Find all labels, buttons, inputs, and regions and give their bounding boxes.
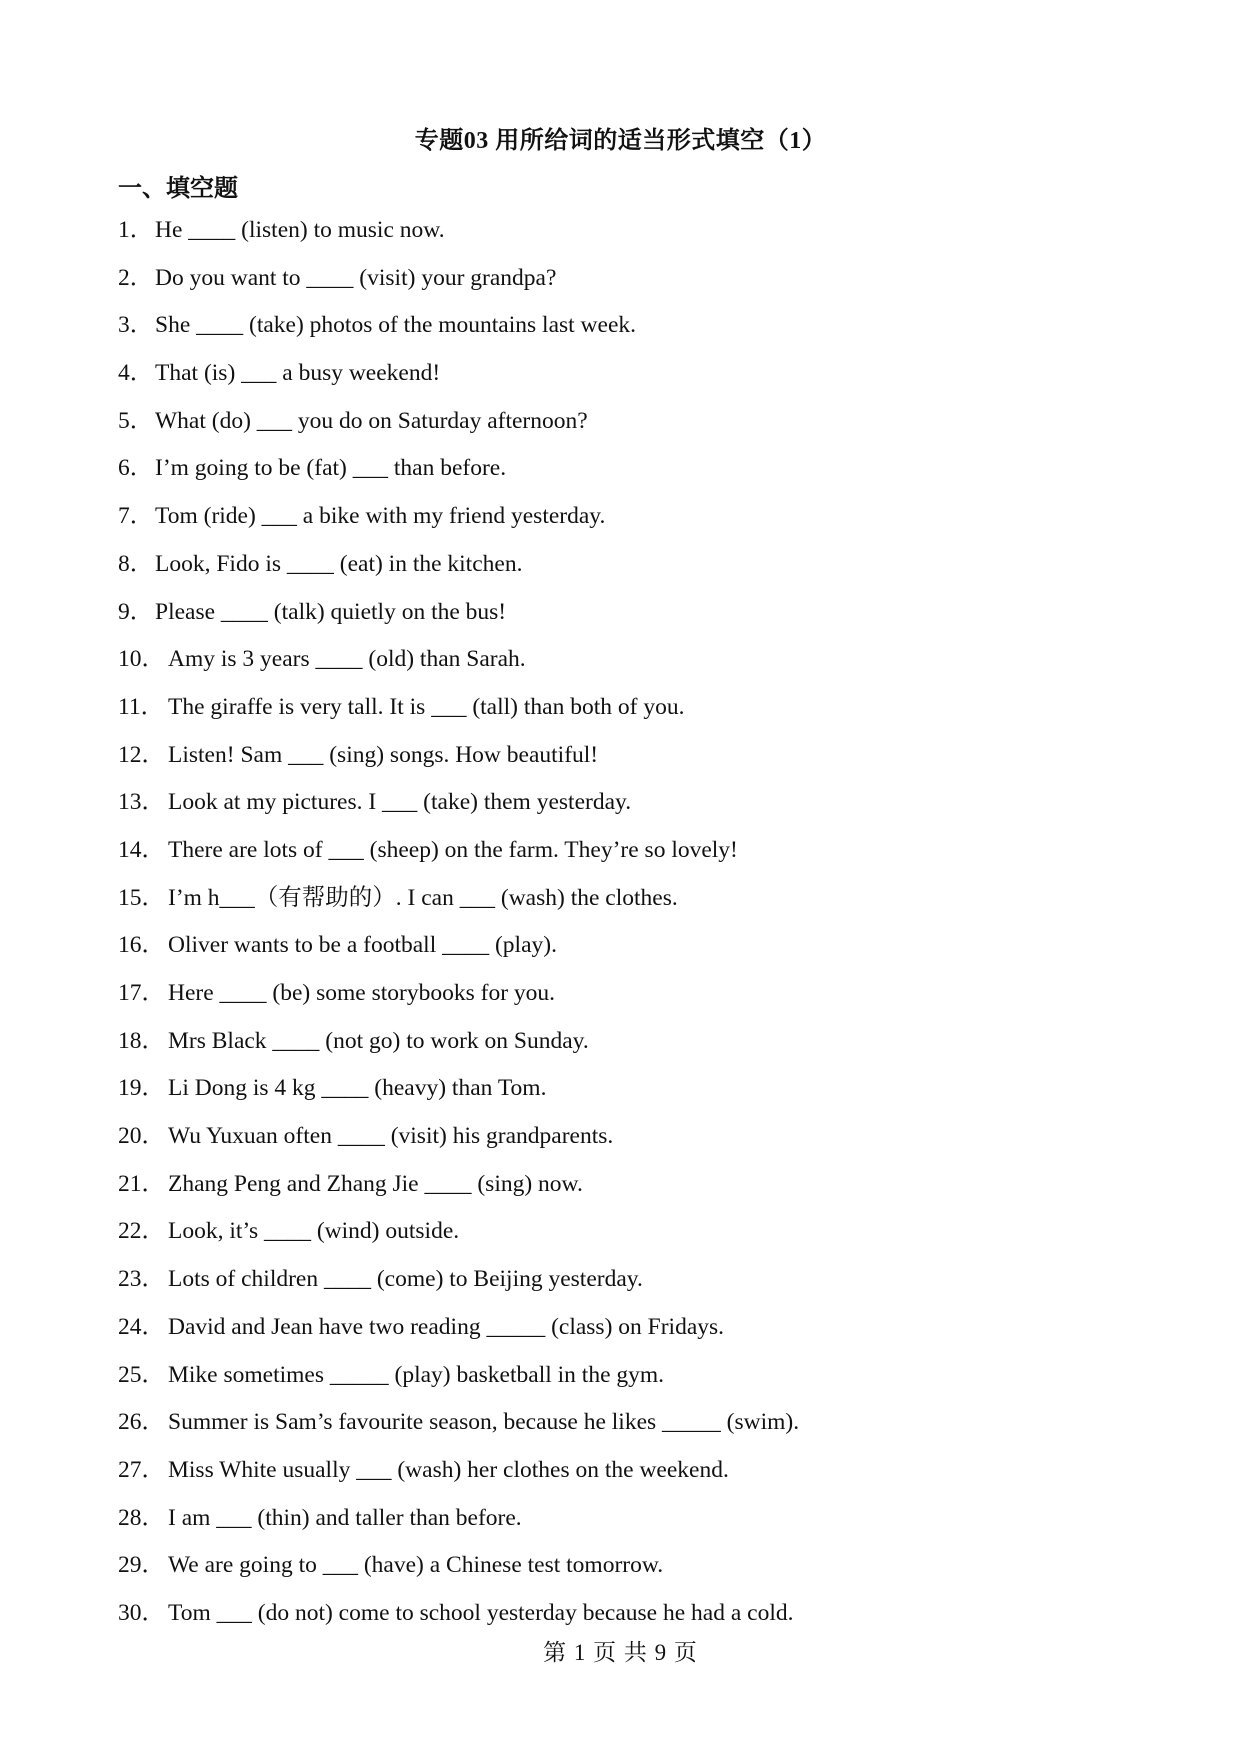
question-text: Please ____ (talk) quietly on the bus! [155,598,507,625]
question-text: Amy is 3 years ____ (old) than Sarah. [168,646,526,673]
document-title: 专题03 用所给词的适当形式填空（1） [414,128,827,154]
question-item [118,356,1118,404]
question-item [118,261,1118,309]
question-item [118,308,1118,356]
question-number: 4． [118,360,154,387]
question-item [118,1119,1118,1167]
question-text: Listen! Sam ___ (sing) songs. How beautiful! [168,741,599,768]
section-heading: 一、填空题 [118,176,238,202]
question-item [118,1214,1118,1262]
question-number: 19． [118,1075,165,1102]
question-text: She ____ (take) photos of the mountains last week. [155,312,637,339]
question-number: 1． [118,217,154,243]
question-text: Miss White usually ___ (wash) her clothes on the weekend. [168,1456,729,1483]
question-number: 12． [118,741,165,768]
question-item [118,1310,1118,1358]
question-text: Look at my pictures. I ___ (take) them yesterday. [168,789,632,816]
question-text: Oliver wants to be a football ____ (play). [168,932,557,959]
question-item [118,1405,1118,1453]
question-number: 13． [118,789,165,816]
question-item [118,1453,1118,1501]
question-text: David and Jean have two reading _____ (class) on Fridays. [168,1313,725,1340]
question-text: Mike sometimes _____ (play) basketball in the gym. [168,1361,665,1388]
question-number: 17． [118,980,165,1006]
question-number: 15． [118,884,165,911]
question-number: 24． [118,1313,165,1340]
question-number: 23． [118,1266,165,1293]
question-item [118,451,1118,499]
question-text: We are going to ___ (have) a Chinese test tomorrow. [168,1552,664,1579]
question-item [118,404,1118,452]
question-number: 29． [118,1552,165,1579]
question-text: The giraffe is very tall. It is ___ (tall) than both of you. [168,693,685,720]
question-number: 11． [118,693,165,720]
question-item [118,738,1118,786]
question-item [118,785,1118,833]
question-number: 3． [118,312,154,339]
question-text: Summer is Sam’s favourite season, because he likes _____ (swim). [168,1409,800,1436]
question-text: I’m h___（有帮助的）. I can ___ (wash) the clothes. [168,884,678,911]
question-item [118,1071,1118,1119]
question-text: I am ___ (thin) and taller than before. [168,1504,522,1531]
question-number: 21． [118,1170,165,1197]
question-text: I’m going to be (fat) ___ than before. [155,455,507,482]
question-text: Wu Yuxuan often ____ (visit) his grandparents. [168,1123,614,1150]
question-number: 25． [118,1361,165,1388]
question-number: 10． [118,646,165,673]
question-number: 16． [118,932,165,959]
question-text: Tom ___ (do not) come to school yesterday because he had a cold. [168,1599,794,1626]
question-text: He ____ (listen) to music now. [155,217,445,243]
question-item [118,1262,1118,1310]
page-footer: 第 1 页 共 9 页 [543,1640,698,1665]
question-text: That (is) ___ a busy weekend! [155,360,441,387]
question-text: What (do) ___ you do on Saturday afternoon? [155,407,588,434]
question-number: 22． [118,1218,165,1245]
question-item [118,1167,1118,1215]
question-number: 27． [118,1456,165,1483]
question-item [118,1548,1118,1596]
question-item [118,881,1118,929]
question-item [118,833,1118,881]
question-number: 18． [118,1027,165,1054]
question-text: Lots of children ____ (come) to Beijing yesterday. [168,1266,643,1293]
question-item [118,928,1118,976]
question-number: 28． [118,1504,165,1531]
question-number: 8． [118,550,154,577]
question-item [118,976,1118,1024]
question-text: Here ____ (be) some storybooks for you. [168,980,556,1006]
question-list [118,213,1118,1644]
question-number: 2． [118,264,154,291]
question-text: Look, it’s ____ (wind) outside. [168,1218,460,1245]
question-text: There are lots of ___ (sheep) on the farm. They’re so lovely! [168,836,738,863]
question-item [118,595,1118,643]
question-text: Li Dong is 4 kg ____ (heavy) than Tom. [168,1075,547,1102]
question-item [118,499,1118,547]
question-item [118,642,1118,690]
question-number: 14． [118,836,165,863]
question-item [118,1024,1118,1072]
question-number: 9． [118,598,154,625]
question-item [118,690,1118,738]
question-text: Zhang Peng and Zhang Jie ____ (sing) now. [168,1170,583,1197]
question-number: 20． [118,1123,165,1150]
question-number: 30． [118,1599,165,1626]
question-number: 26． [118,1409,165,1436]
question-item [118,1358,1118,1406]
question-text: Tom (ride) ___ a bike with my friend yesterday. [155,503,606,530]
question-item [118,213,1118,261]
question-item [118,1501,1118,1549]
question-text: Mrs Black ____ (not go) to work on Sunday. [168,1027,589,1054]
question-number: 6． [118,455,154,482]
question-text: Do you want to ____ (visit) your grandpa? [155,264,557,291]
question-item [118,547,1118,595]
question-text: Look, Fido is ____ (eat) in the kitchen. [155,550,523,577]
question-number: 7． [118,503,154,530]
question-number: 5． [118,407,154,434]
